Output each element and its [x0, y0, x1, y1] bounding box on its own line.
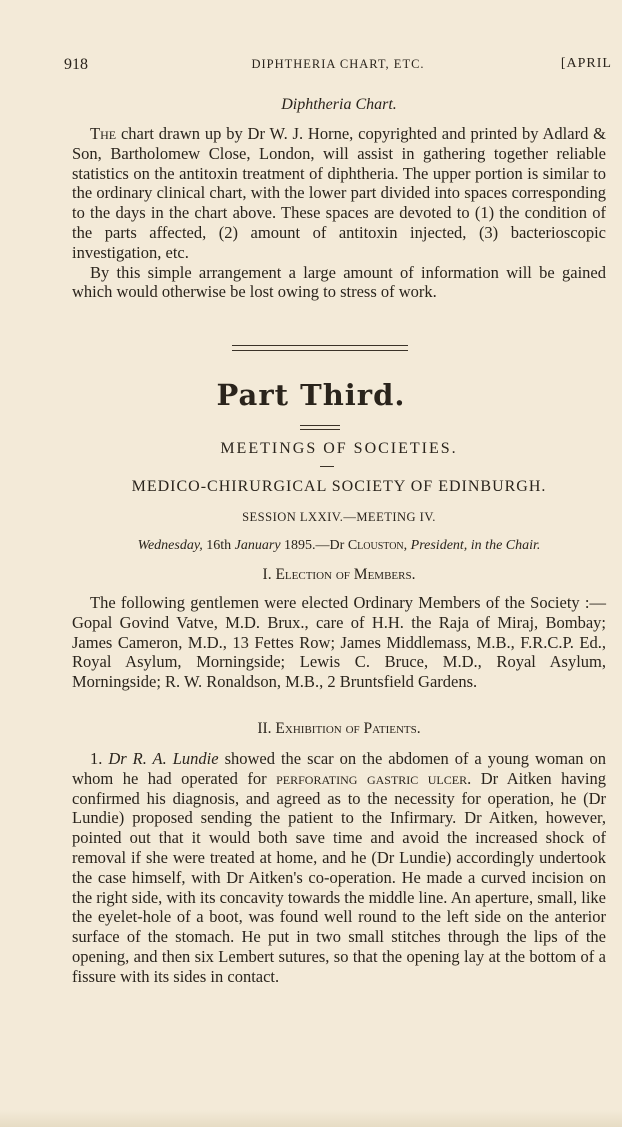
lead-word: The	[90, 124, 117, 143]
date-year: 1895.—Dr	[284, 538, 345, 553]
date-month: January	[234, 538, 281, 553]
page-edge	[0, 1110, 622, 1127]
paragraph	[72, 124, 606, 263]
doctor-name: Dr R. A. Lundie	[108, 749, 219, 768]
page-number: 918	[64, 56, 88, 73]
part-title: Part Third.	[216, 378, 406, 412]
section-heading: I. Election of Members.	[262, 566, 416, 583]
election-section	[72, 593, 606, 692]
chair-role: President, in the Chair.	[410, 538, 541, 553]
paragraph-text: showed the scar on the abdomen of a young woman on whom he had operated for	[72, 749, 607, 788]
tiny-rule	[320, 466, 334, 467]
paragraph-text: Dr Aitken having confirmed his diagnosis, and agreed as to the necessity for operation, he (Dr Lundie) proposed sending the patient to the Infirmary. Dr Aitken, however, pointed out that it would both save time and avoid the increased shock of removal if she were treated at home, and he (Dr Lundie) accordingly undertook the case himself, with Dr Aitken's co-operation. He made a curved incision on the right side, with its concavity towards the middle line. An aperture, small, like the eyelet-hole of a boot, was found well round to the left side on the anterior surface of the stomach. He put in two small stitches through the lips of the opening, and then six Lembert sutures, so that the opening lay at the bottom of a fissure with its sides in contact.	[72, 768, 606, 986]
article-title: Diphtheria Chart.	[281, 96, 397, 113]
double-rule-top	[232, 345, 408, 346]
item-number: 1.	[90, 749, 103, 768]
patients-section	[72, 749, 606, 987]
diphtheria-article	[72, 124, 606, 302]
paragraph	[72, 749, 606, 987]
paragraph-text: chart drawn up by Dr W. J. Horne, copyrighted and printed by Adlard & Son, Bartholomew Close, London, will assist in gathering together reliable statistics on the antitoxin treatment of diphtheria. The upper portion is similar to the ordinary clinical chart, with the lower part divided into spaces corresponding to the days in the chart above. These spaces are devoted to (1) the condition of the parts affected, (2) amount of antitoxin injected, (3) bacterioscopic investigation, etc.	[72, 124, 607, 262]
date-num: 16th	[206, 538, 232, 553]
paragraph: By this simple arrangement a large amount of information will be gained which would otherwise be lost owing to stress of work.	[72, 262, 606, 302]
double-rule-bottom	[232, 350, 408, 351]
session-heading: SESSION LXXIV.—MEETING IV.	[242, 510, 436, 524]
society-heading: MEDICO-CHIRURGICAL SOCIETY OF EDINBURGH.	[131, 478, 547, 495]
short-rule-top	[300, 425, 340, 426]
running-header	[64, 56, 612, 78]
paragraph: The following gentlemen were elected Ordinary Members of the Society :—Gopal Govind Vatve, M.D. Brux., care of H.H. the Raja of Miraj, Bombay; James Cameron, M.D., 13 Fettes Row; James Middlemass, M.B., F.R.C.P. Ed., Royal Asylum, Morningside; Lewis C. Bruce, M.D., Royal Asylum, Morningside; R. W. Ronaldson, M.B., 2 Bruntsfield Gardens.	[72, 593, 606, 692]
chair-name: Clouston,	[347, 538, 408, 553]
short-rule-bottom	[300, 429, 340, 430]
date-day: Wednesday,	[137, 538, 203, 553]
running-title: DIPHTHERIA CHART, ETC.	[251, 57, 425, 71]
section-heading: II. Exhibition of Patients.	[257, 720, 421, 737]
condition: perforating gastric ulcer.	[276, 768, 472, 788]
meeting-date-line	[72, 538, 606, 554]
meetings-heading: MEETINGS OF SOCIETIES.	[220, 440, 458, 457]
running-date: [APRIL	[560, 56, 612, 71]
